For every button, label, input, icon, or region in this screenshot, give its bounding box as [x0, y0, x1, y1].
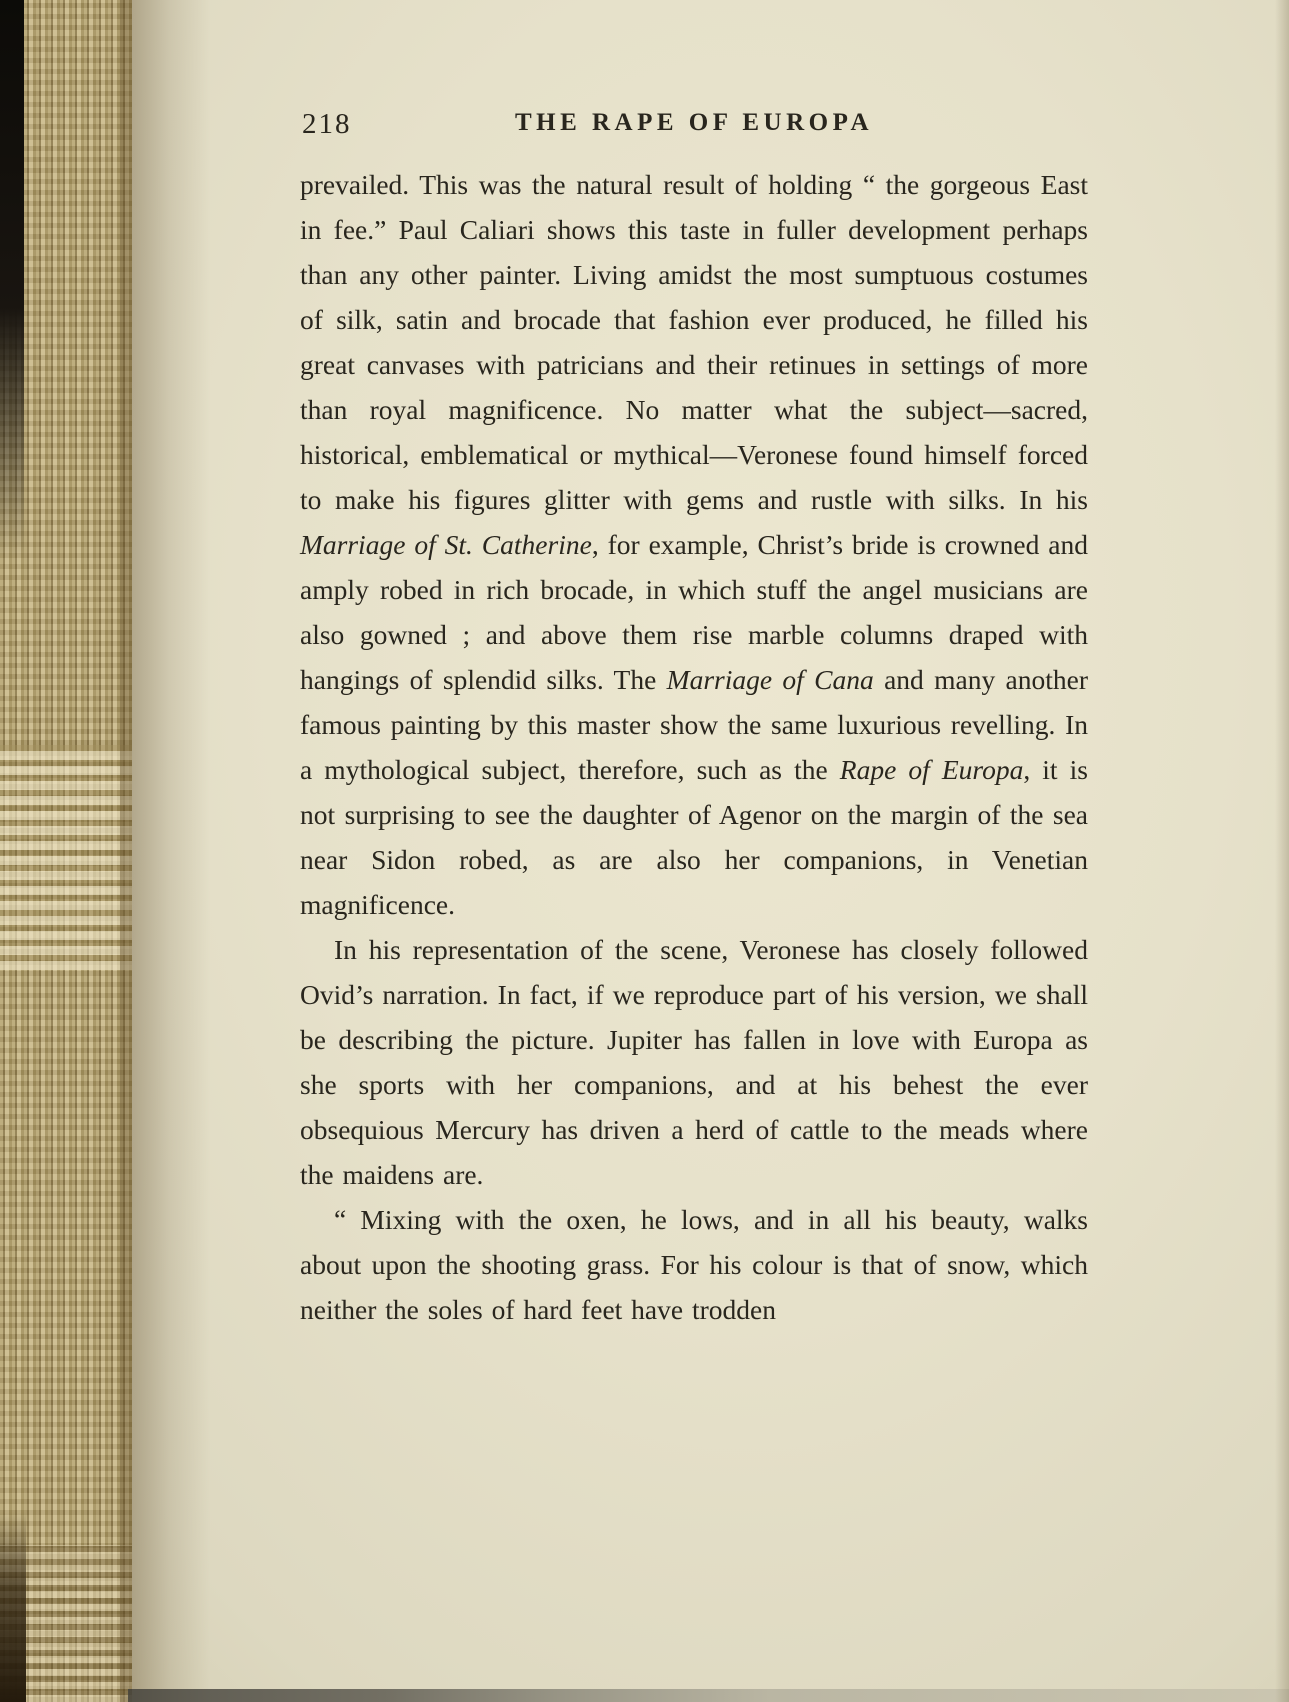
text-run: and many another famous painting by this master show the same luxurious revelling. In a mythological subject, therefore, such as the: [300, 664, 1089, 785]
text-run: , it is not surprising to see the daughter of Agenor on the margin of the sea near Sidon robed, as are also her companions, in Venetian magnificence.: [300, 754, 1089, 920]
binding-shadow-bottom: [0, 1512, 26, 1702]
running-head: THE RAPE OF EUROPA: [514, 109, 874, 136]
italic-text-run: Rape of Europa: [839, 754, 1024, 785]
binding-shadow-top: [0, 0, 24, 560]
page-number: 218: [302, 108, 352, 140]
paragraph: [300, 927, 1088, 1197]
text-run: “ Mixing with the oxen, he lows, and in all his beauty, walks about upon the shooting grass. For his colour is that of snow, which neither the soles of hard feet have trodden: [300, 1204, 1088, 1325]
page-text-column: [300, 106, 1088, 1332]
text-run: prevailed. This was the natural result of holding “ the gorgeous East in fee.” Paul Caliari shows this taste in fuller development perhaps than any other painter. Living amidst the most sumptuous costumes of silk, satin and brocade that fashion ever produced, he filled his great canvases with patricians and their retinues in settings of more than royal magnificence. No matter what the subject—sacred, historical, emblematical or mythical—Veronese found himself forced to make his figures glitter with gems and rustle with silks. In his: [300, 169, 1088, 515]
page-curve-shadow: [120, 0, 210, 1702]
text-run: In his representation of the scene, Veronese has closely followed Ovid’s narration. In fact, if we reproduce part of his version, we shall be describing the picture. Jupiter has fallen in love with Europa as she sports with her companions, and at his behest the ever obsequious Mercury has driven a herd of cattle to the meads where the maidens are.: [300, 934, 1088, 1190]
italic-text-run: Marriage of St. Catherine: [300, 529, 592, 560]
scan-right-edge: [1275, 0, 1289, 1702]
paragraph: [300, 162, 1088, 927]
body-text: [300, 162, 1088, 1332]
page-header: [300, 106, 1088, 162]
italic-text-run: Marriage of Cana: [666, 664, 874, 695]
scan-bottom-edge: [128, 1689, 1289, 1702]
text-run: , for example, Christ’s bride is crowned and amply robed in rich brocade, in which stuff the angel musicians are also gowned ; and above them rise marble columns draped with hangings of splendid silks. The: [300, 529, 1088, 695]
paragraph: [300, 1197, 1088, 1332]
